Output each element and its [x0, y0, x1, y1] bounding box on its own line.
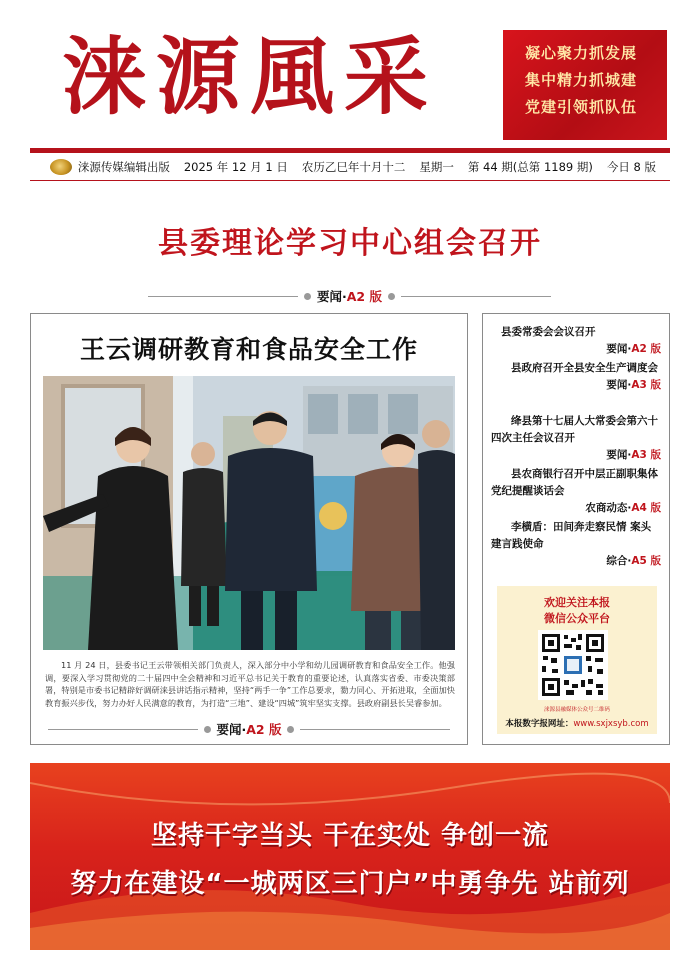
sidebar-item-title: 李横盾：田间奔走察民情 案头建言践使命 [491, 521, 652, 550]
sidebar-index [482, 313, 670, 745]
sidebar-item-ref [483, 341, 669, 357]
digital-edition-url[interactable] [497, 717, 657, 729]
masthead-divider [30, 148, 670, 153]
section-label: 要闻· [606, 449, 632, 461]
headline-page-ref[interactable] [148, 287, 551, 305]
sidebar-item-ref [483, 553, 669, 569]
main-story-title[interactable]: 王云调研教育和食品安全工作 [79, 335, 418, 364]
qr-caption: 涞源县融媒体公众号二维码 [543, 707, 610, 713]
sidebar-item[interactable] [483, 519, 669, 569]
banner-slogan-line-2: 努力在建设“一城两区三门户”中勇争先 站前列 [70, 869, 630, 899]
bullet-dot-icon [388, 293, 395, 300]
slogan-line: 党建引领抓队伍 [525, 98, 638, 116]
divider-line [401, 296, 551, 297]
bullet-dot-icon [304, 293, 311, 300]
page-label: A2 版 [631, 343, 661, 355]
info-divider [30, 180, 670, 181]
main-story-box [30, 313, 468, 745]
slogan-banner [30, 763, 670, 950]
sidebar-item-ref [483, 447, 669, 463]
sidebar-item-title: 绛县第十七届人大常委会第六十四次主任会议召开 [491, 415, 658, 444]
slogan-box [503, 30, 667, 140]
photo-caption: 11 月 24 日，县委书记王云带领相关部门负责人，深入部分中小学和幼儿园调研教育和食品安全工作。他强调，要深入学习贯彻党的二十届四中全会精神和习近平总书记关于教育的重要论述，认真落实省委、市委决策部署，特别是市委书记精辟好调研涞县讲话指示精神，坚持“两手一争”工作总要求，勠力同心、开拓进取，全面加快教育振兴步伐，努力办好人民满意的教育，为打造“三地”、建设“四城”筑牢坚实支撑。县政府副县长吴睿参加。 [45, 660, 455, 708]
section-label: 要闻· [606, 343, 632, 355]
page-label: A4 版 [631, 502, 661, 514]
bullet-dot-icon [204, 726, 211, 733]
qr-code-icon[interactable] [538, 630, 608, 700]
wechat-heading-1: 欢迎关注本报 [544, 596, 610, 609]
url-label: 本报数字报网址： [505, 719, 574, 729]
sidebar-item-title: 县农商银行召开中层正副职集体党纪提醒谈话会 [491, 468, 658, 497]
sidebar-item-ref [483, 500, 669, 516]
page-label: A2 版 [346, 289, 382, 304]
page-label: A2 版 [246, 722, 282, 737]
url-value: www.sxjxsyb.com [573, 719, 649, 729]
publisher: 涞源传媒编辑出版 [77, 160, 170, 174]
sidebar-item-title: 县政府召开全县安全生产调度会 [511, 362, 658, 374]
sidebar-item[interactable] [483, 466, 669, 516]
main-story-page-ref[interactable] [31, 720, 467, 738]
news-photo-illustration [43, 376, 455, 650]
sidebar-item[interactable] [483, 360, 669, 393]
page-label: A3 版 [631, 379, 661, 391]
lunar-date: 农历乙巳年十月十二 [301, 160, 406, 174]
section-label: 要闻· [606, 379, 632, 391]
page-count: 今日 8 版 [606, 160, 656, 174]
section-label: 综合· [606, 555, 632, 567]
section-label: 要闻· [216, 722, 247, 737]
issue-date: 2025 年 12 月 1 日 [183, 160, 288, 174]
slogan-line: 凝心聚力抓发展 [525, 44, 638, 62]
issue-info-bar [30, 156, 670, 178]
wechat-heading-2: 微信公众平台 [544, 612, 610, 625]
qr-code-graphic [540, 632, 606, 698]
divider-line [300, 729, 450, 730]
banner-slogan-line-1: 坚持干字当头 干在实处 争创一流 [150, 821, 550, 851]
sidebar-item-ref [483, 377, 669, 393]
news-photo [43, 376, 455, 650]
weekday: 星期一 [419, 160, 454, 174]
page-label: A3 版 [631, 449, 661, 461]
section-label: 农商动态· [585, 502, 632, 514]
newspaper-masthead: 涞源風采 [62, 27, 439, 126]
sidebar-item[interactable] [483, 324, 669, 357]
sidebar-item-title: 县委常委会会议召开 [501, 326, 596, 338]
media-logo-icon [50, 159, 72, 175]
wechat-promo [497, 586, 657, 734]
issue-number: 第 44 期(总第 1189 期) [467, 160, 593, 174]
banner-decoration [30, 763, 670, 950]
bullet-dot-icon [287, 726, 294, 733]
section-label: 要闻· [317, 289, 347, 304]
page-label: A5 版 [631, 555, 661, 567]
slogan-line: 集中精力抓城建 [525, 71, 638, 89]
sidebar-item[interactable] [483, 413, 669, 463]
divider-line [148, 296, 298, 297]
divider-line [48, 729, 198, 730]
lead-headline[interactable]: 县委理论学习中心组会召开 [158, 226, 542, 261]
